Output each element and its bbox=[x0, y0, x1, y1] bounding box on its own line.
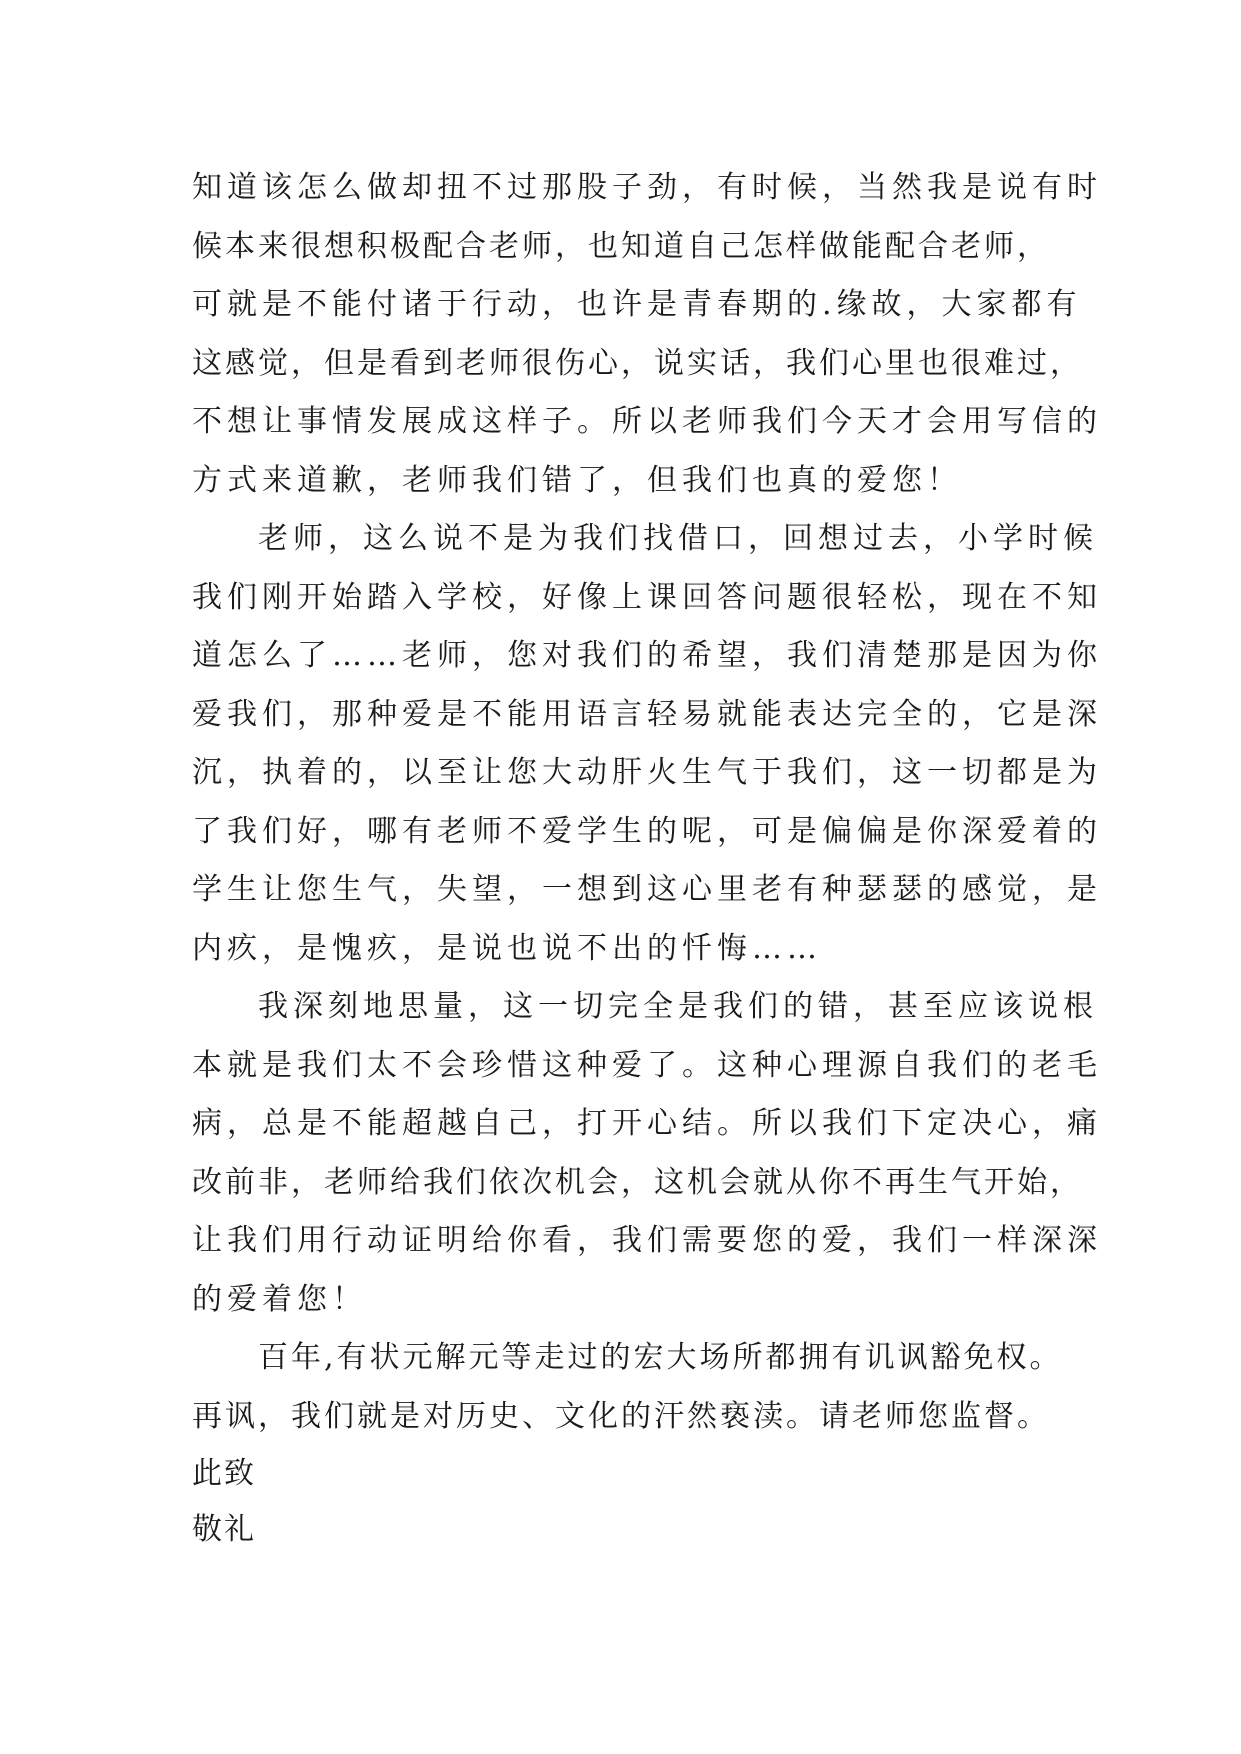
text-line: 爱我们，那种爱是不能用语言轻易就能表达完全的，它是深 bbox=[192, 696, 1102, 732]
text-line: 老师，这么说不是为我们找借口，回想过去，小学时候 bbox=[258, 521, 1098, 556]
text-line: 内疚，是愧疚，是说也说不出的忏悔…… bbox=[192, 930, 822, 966]
text-line: 再讽，我们就是对历史、文化的汗然亵渎。请老师您监督。 bbox=[192, 1398, 1050, 1434]
text-line: 我深刻地思量，这一切完全是我们的错，甚至应该说根 bbox=[258, 989, 1098, 1024]
text-line: 方式来道歉，老师我们错了，但我们也真的爱您！ bbox=[192, 462, 962, 498]
closing-regards: 敬礼 bbox=[192, 1512, 256, 1547]
text-line: 的爱着您！ bbox=[192, 1281, 367, 1317]
text-line: 病，总是不能超越自己，打开心结。所以我们下定决心，痛 bbox=[192, 1106, 1102, 1141]
text-line: 候本来很想积极配合老师，也知道自己怎样做能配合老师， bbox=[192, 228, 1050, 264]
text-line: 改前非，老师给我们依次机会，这机会就从你不再生气开始， bbox=[192, 1164, 1083, 1200]
text-line: 可就是不能付诸于行动，也许是青春期的.缘故，大家都有 bbox=[192, 287, 1082, 322]
paragraph-4 bbox=[192, 1329, 1072, 1446]
text-line: 不想让事情发展成这样子。所以老师我们今天才会用写信的 bbox=[192, 404, 1102, 439]
closing-salutation: 此致 bbox=[192, 1456, 256, 1491]
text-line: 让我们用行动证明给你看，我们需要您的爱，我们一样深深 bbox=[192, 1223, 1102, 1258]
text-line: 沉，执着的，以至让您大动肝火生气于我们，这一切都是为 bbox=[192, 755, 1102, 790]
text-line: 道怎么了……老师，您对我们的希望，我们清楚那是因为你 bbox=[192, 638, 1102, 673]
text-line: 百年,有状元解元等走过的宏大场所都拥有讥讽豁免权。 bbox=[258, 1340, 1063, 1375]
letter-closing bbox=[192, 1446, 1072, 1558]
text-line: 本就是我们太不会珍惜这种爱了。这种心理源自我们的老毛 bbox=[192, 1047, 1102, 1083]
letter-page bbox=[192, 159, 1102, 1558]
text-line: 我们刚开始踏入学校，好像上课回答问题很轻松，现在不知 bbox=[192, 579, 1102, 615]
paragraph-2 bbox=[192, 510, 1102, 978]
paragraph-3 bbox=[192, 978, 1102, 1329]
text-line: 知道该怎么做却扭不过那股子劲，有时候，当然我是说有时 bbox=[192, 170, 1102, 205]
paragraph-1 bbox=[192, 159, 1102, 510]
text-line: 了我们好，哪有老师不爱学生的呢，可是偏偏是你深爱着的 bbox=[192, 813, 1102, 849]
text-line: 学生让您生气，失望，一想到这心里老有种瑟瑟的感觉，是 bbox=[192, 872, 1102, 907]
text-line: 这感觉，但是看到老师很伤心，说实话，我们心里也很难过， bbox=[192, 345, 1083, 381]
